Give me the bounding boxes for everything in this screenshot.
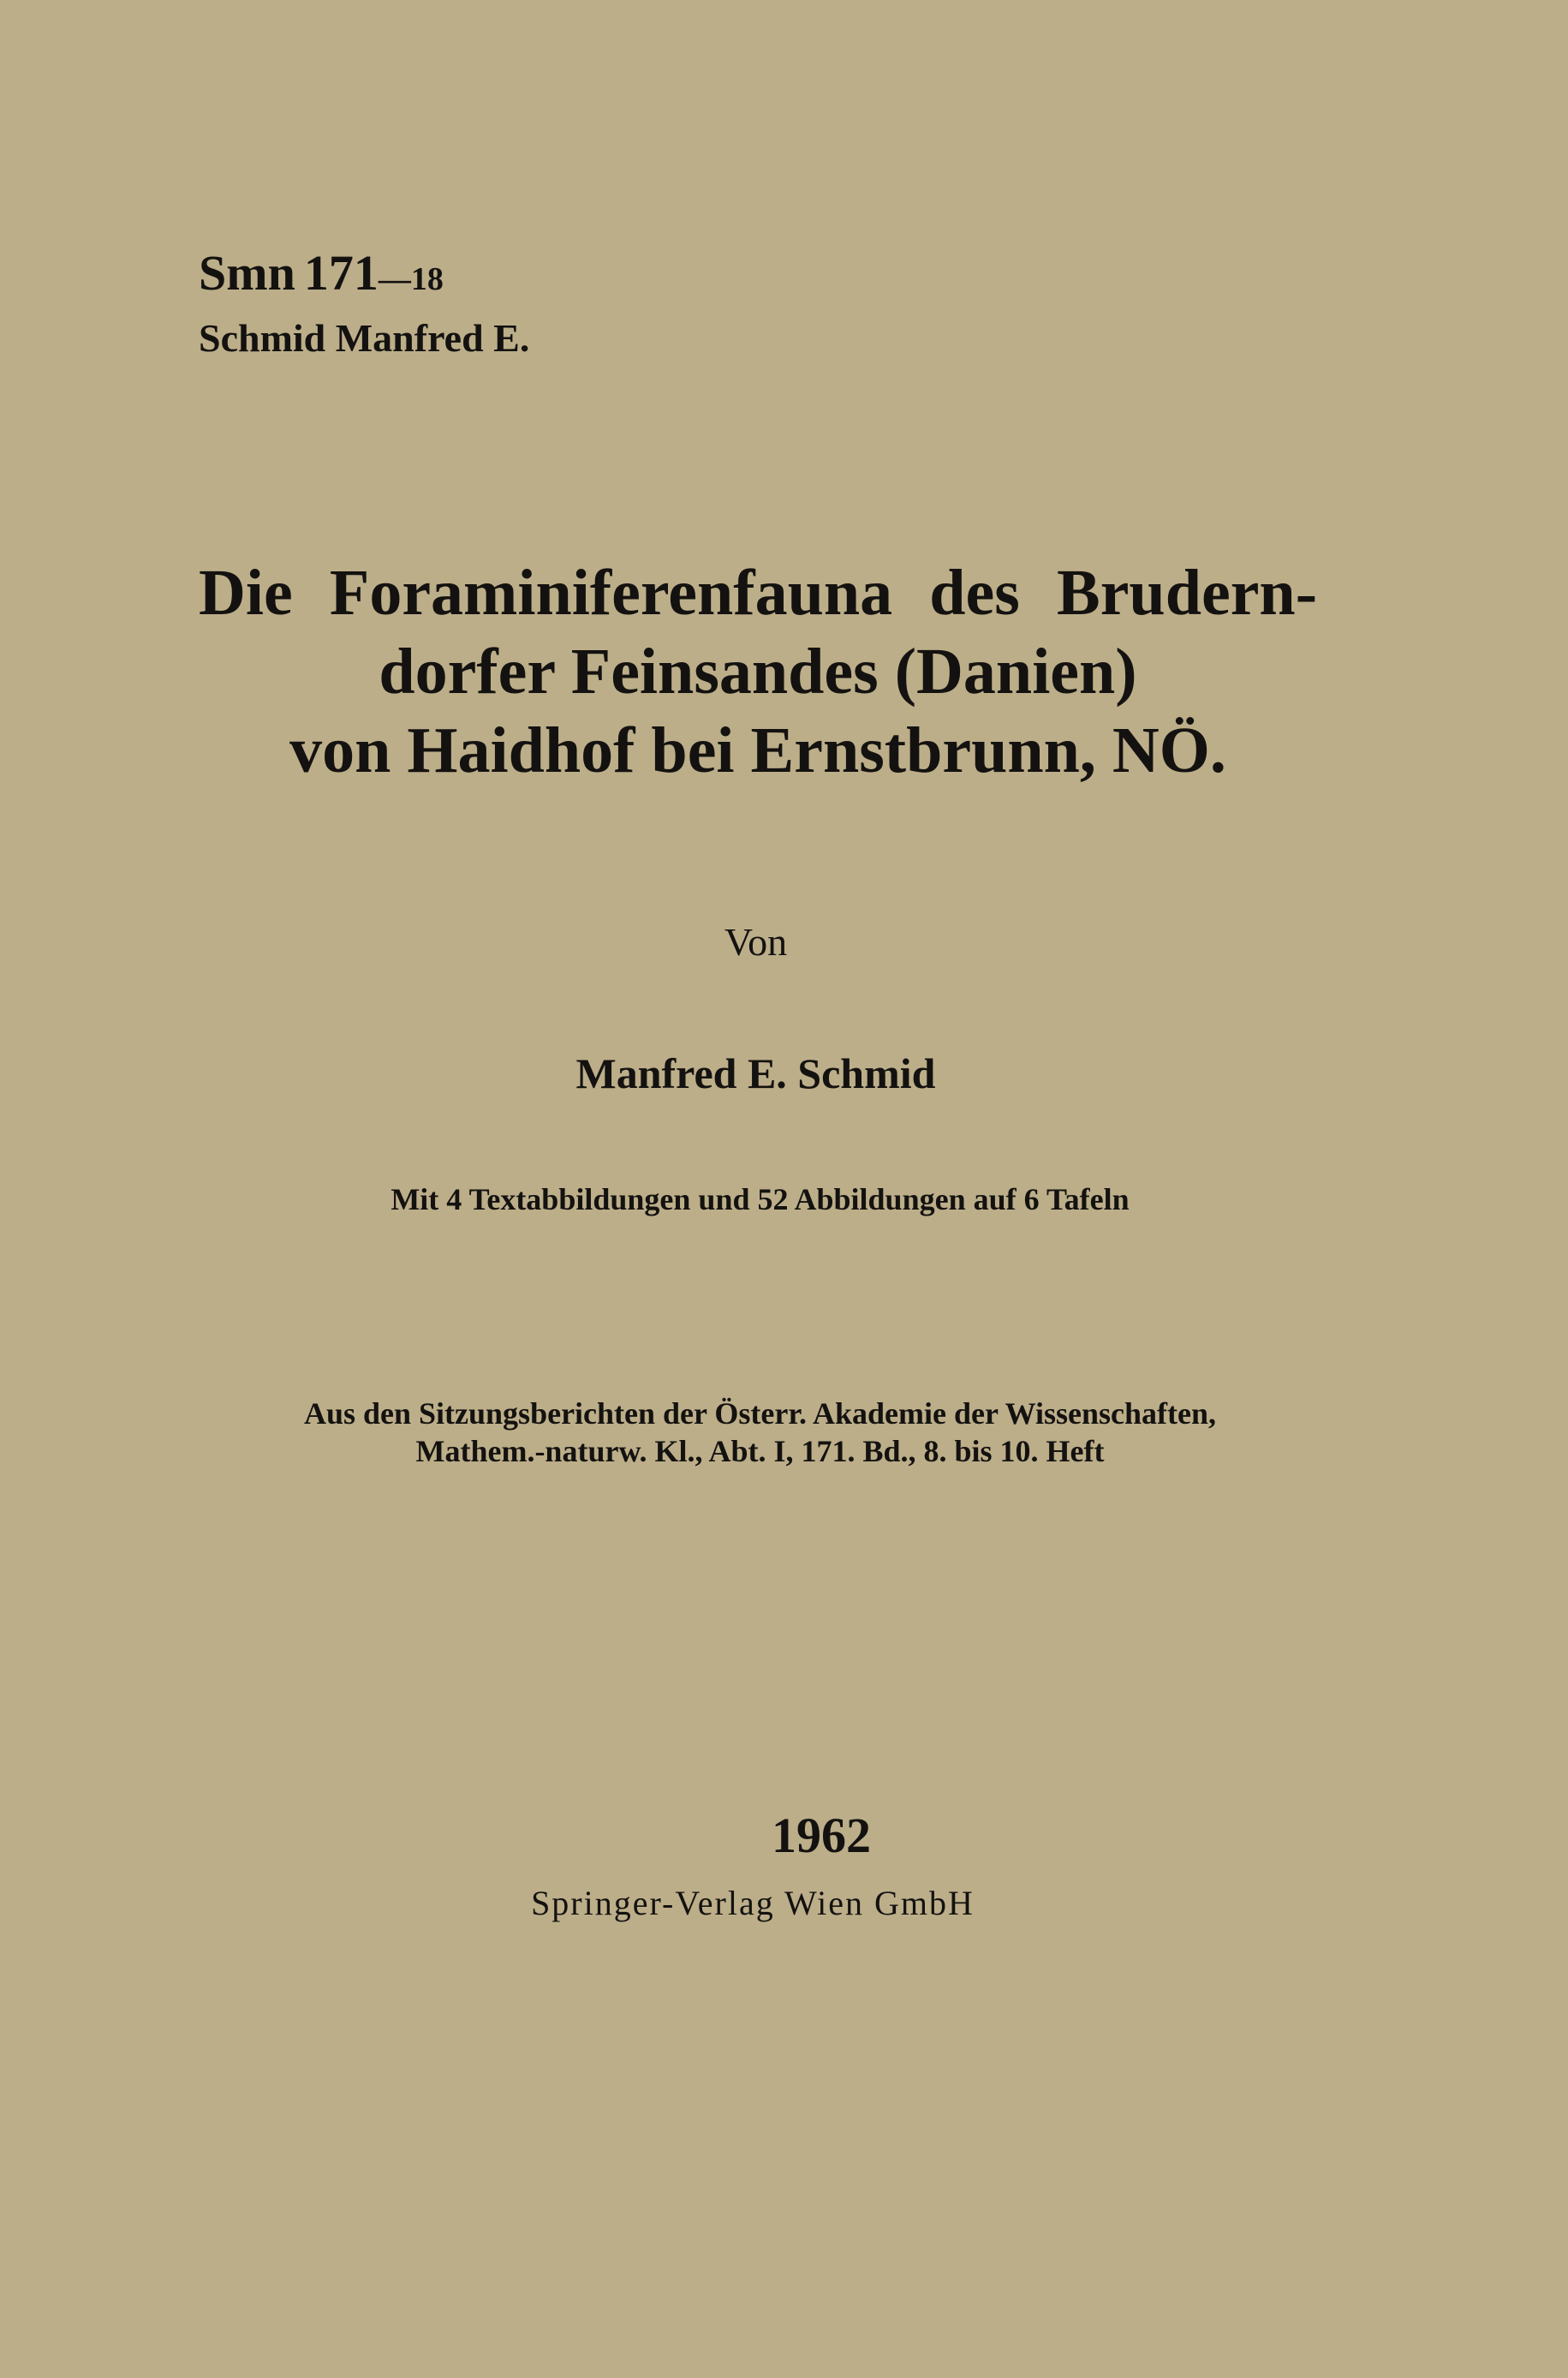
source-note bbox=[0, 1395, 1520, 1470]
source-note-line-1: Aus den Sitzungsberichten der Österr. Akademie der Wissenschaften, bbox=[303, 1396, 1217, 1431]
series-dash: — bbox=[378, 261, 411, 297]
publisher-name: Springer-Verlag Wien GmbH bbox=[531, 1884, 975, 1922]
series-suffix: 18 bbox=[410, 261, 444, 297]
title-line-2: dorfer Feinsandes (Danien) bbox=[379, 636, 1137, 708]
title-line-1: Die Foraminiferenfauna des Brudern- bbox=[199, 557, 1317, 629]
publication-year: 1962 bbox=[772, 1807, 871, 1863]
document-title bbox=[163, 553, 1353, 790]
title-line-3: von Haidhof bei Ernstbrunn, NÖ. bbox=[289, 714, 1226, 786]
series-prefix: Smn bbox=[199, 245, 295, 301]
series-number: 171 bbox=[303, 245, 379, 301]
source-note-line-2: Mathem.-naturw. Kl., Abt. I, 171. Bd., 8. bis 10. Heft bbox=[415, 1434, 1105, 1468]
series-author-line: Schmid Manfred E. bbox=[199, 316, 530, 360]
illustrations-note: Mit 4 Textabbildungen und 52 Abbildungen auf 6 Tafeln bbox=[391, 1182, 1130, 1216]
series-number-line bbox=[199, 242, 969, 311]
series-reference bbox=[199, 242, 969, 364]
author-name: Manfred E. Schmid bbox=[575, 1049, 936, 1097]
von-label: Von bbox=[724, 920, 788, 964]
